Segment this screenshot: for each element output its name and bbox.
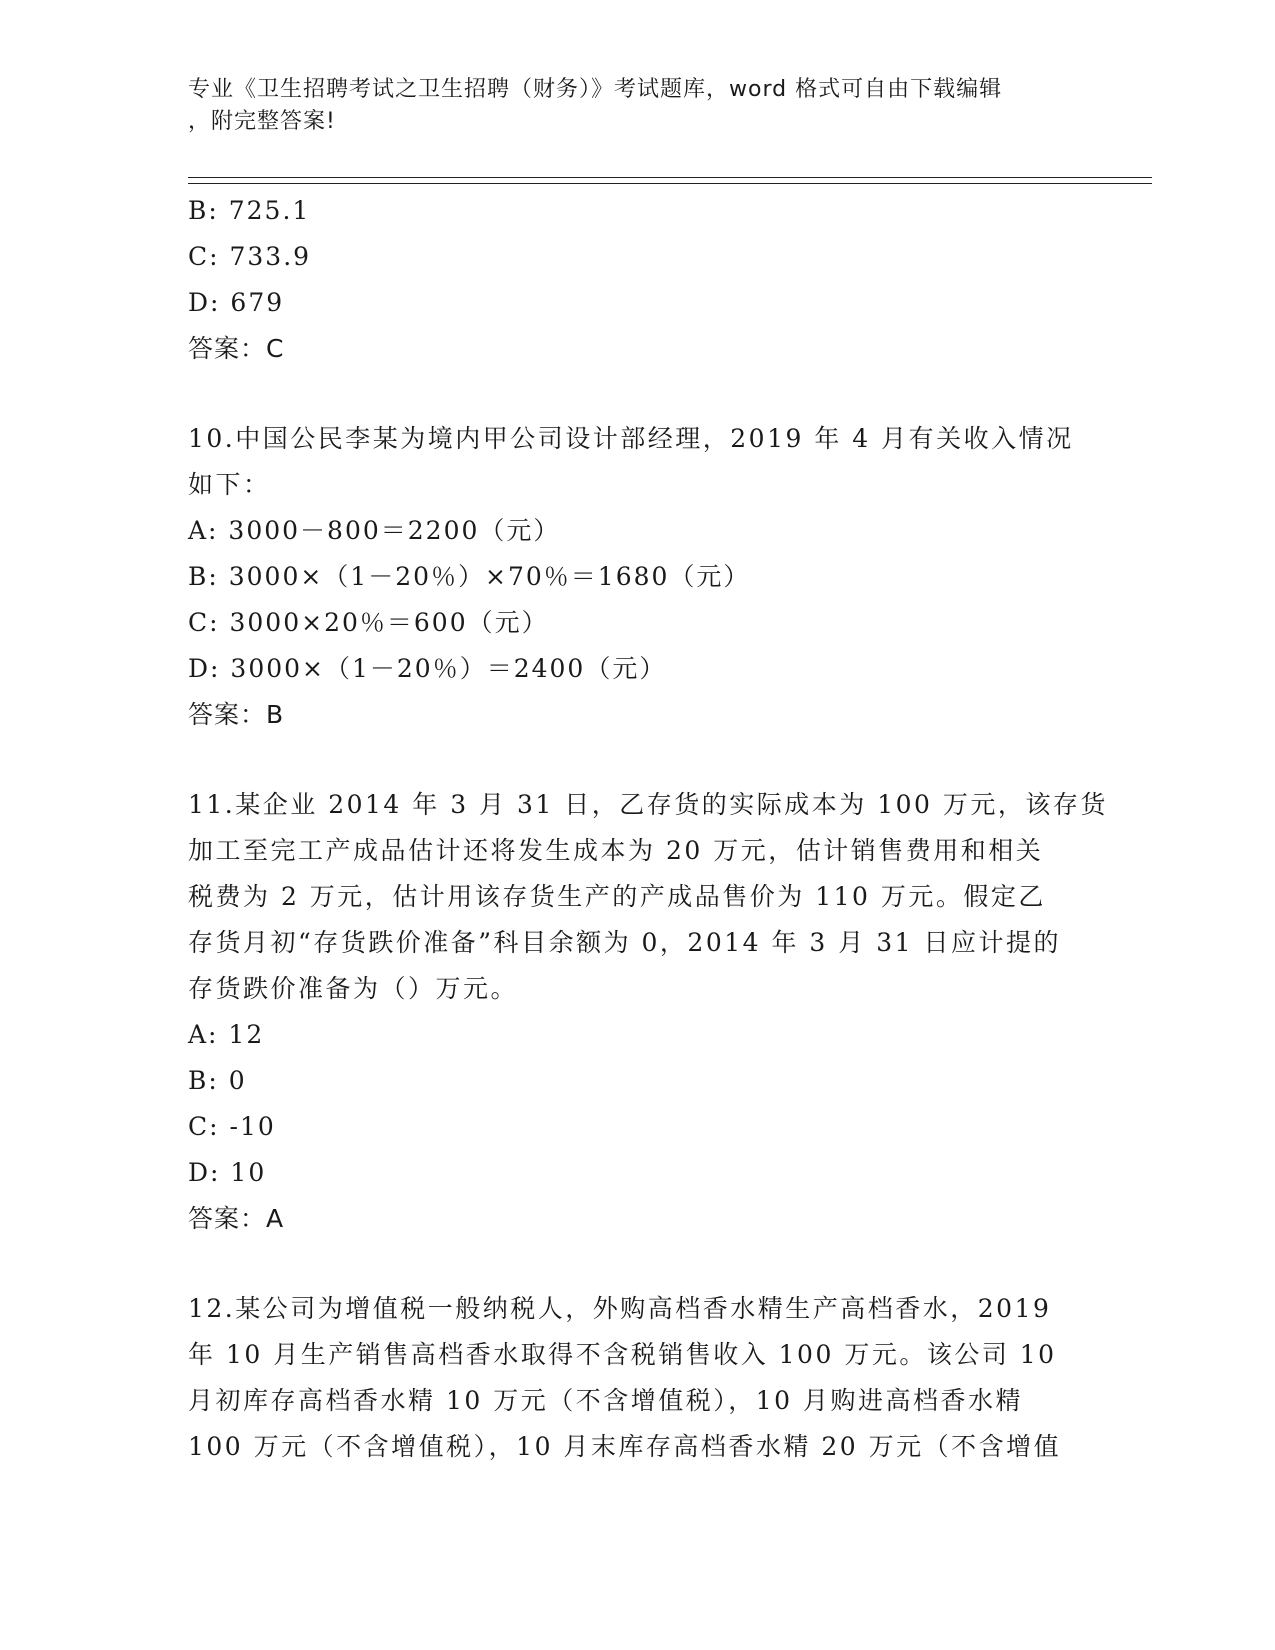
question-line: 税费为 2 万元，估计用该存货生产的产成品售价为 110 万元。假定乙 xyxy=(188,882,1046,911)
option-b: B: 0 xyxy=(188,1066,247,1095)
option-d: D: 3000×（1－20％）＝2400（元） xyxy=(188,654,667,683)
option-c: C: -10 xyxy=(188,1112,276,1141)
answer: 答案：B xyxy=(188,700,285,729)
header-rule-bottom xyxy=(188,183,1152,184)
header-line-2: ，附完整答案! xyxy=(188,109,336,134)
question-block-9 xyxy=(188,188,1088,372)
option-b: B: 725.1 xyxy=(188,196,311,225)
question-block-10 xyxy=(188,416,1088,738)
question-line: 月初库存高档香水精 10 万元（不含增值税），10 月购进高档香水精 xyxy=(188,1386,1023,1415)
option-b: B: 3000×（1－20％）×70％＝1680（元） xyxy=(188,562,751,591)
question-line: 12.某公司为增值税一般纳税人，外购高档香水精生产高档香水，2019 xyxy=(188,1294,1052,1323)
answer: 答案：C xyxy=(188,334,285,363)
block-gap xyxy=(188,372,1088,416)
question-line: 10.中国公民李某为境内甲公司设计部经理，2019 年 4 月有关收入情况 xyxy=(188,424,1074,453)
block-gap xyxy=(188,1242,1088,1286)
header-rule-top xyxy=(188,177,1152,178)
option-c: C: 3000×20％＝600（元） xyxy=(188,608,549,637)
option-a: A: 3000－800＝2200（元） xyxy=(188,516,561,545)
page-header xyxy=(188,74,1088,138)
option-d: D: 10 xyxy=(188,1158,267,1187)
question-line: 年 10 月生产销售高档香水取得不含税销售收入 100 万元。该公司 10 xyxy=(188,1340,1057,1369)
question-line: 如下： xyxy=(188,470,271,499)
option-a: A: 12 xyxy=(188,1020,265,1049)
document-content xyxy=(188,188,1108,1470)
option-d: D: 679 xyxy=(188,288,285,317)
option-c: C: 733.9 xyxy=(188,242,312,271)
question-line: 存货跌价准备为（）万元。 xyxy=(188,974,519,1003)
header-line-1: 专业《卫生招聘考试之卫生招聘（财务）》考试题库，word 格式可自由下载编辑 xyxy=(188,77,1003,102)
question-line: 加工至完工产成品估计还将发生成本为 20 万元，估计销售费用和相关 xyxy=(188,836,1044,865)
question-line: 存货月初“存货跌价准备”科目余额为 0，2014 年 3 月 31 日应计提的 xyxy=(188,928,1061,957)
question-block-11 xyxy=(188,782,1108,1242)
question-block-12 xyxy=(188,1286,1088,1470)
question-text xyxy=(188,782,1108,1012)
block-gap xyxy=(188,738,1088,782)
question-line: 11.某企业 2014 年 3 月 31 日，乙存货的实际成本为 100 万元，该存货 xyxy=(188,790,1108,819)
question-text xyxy=(188,416,1088,508)
answer: 答案：A xyxy=(188,1204,285,1233)
question-line: 100 万元（不含增值税），10 月末库存高档香水精 20 万元（不含增值 xyxy=(188,1432,1062,1461)
question-text xyxy=(188,1286,1088,1470)
